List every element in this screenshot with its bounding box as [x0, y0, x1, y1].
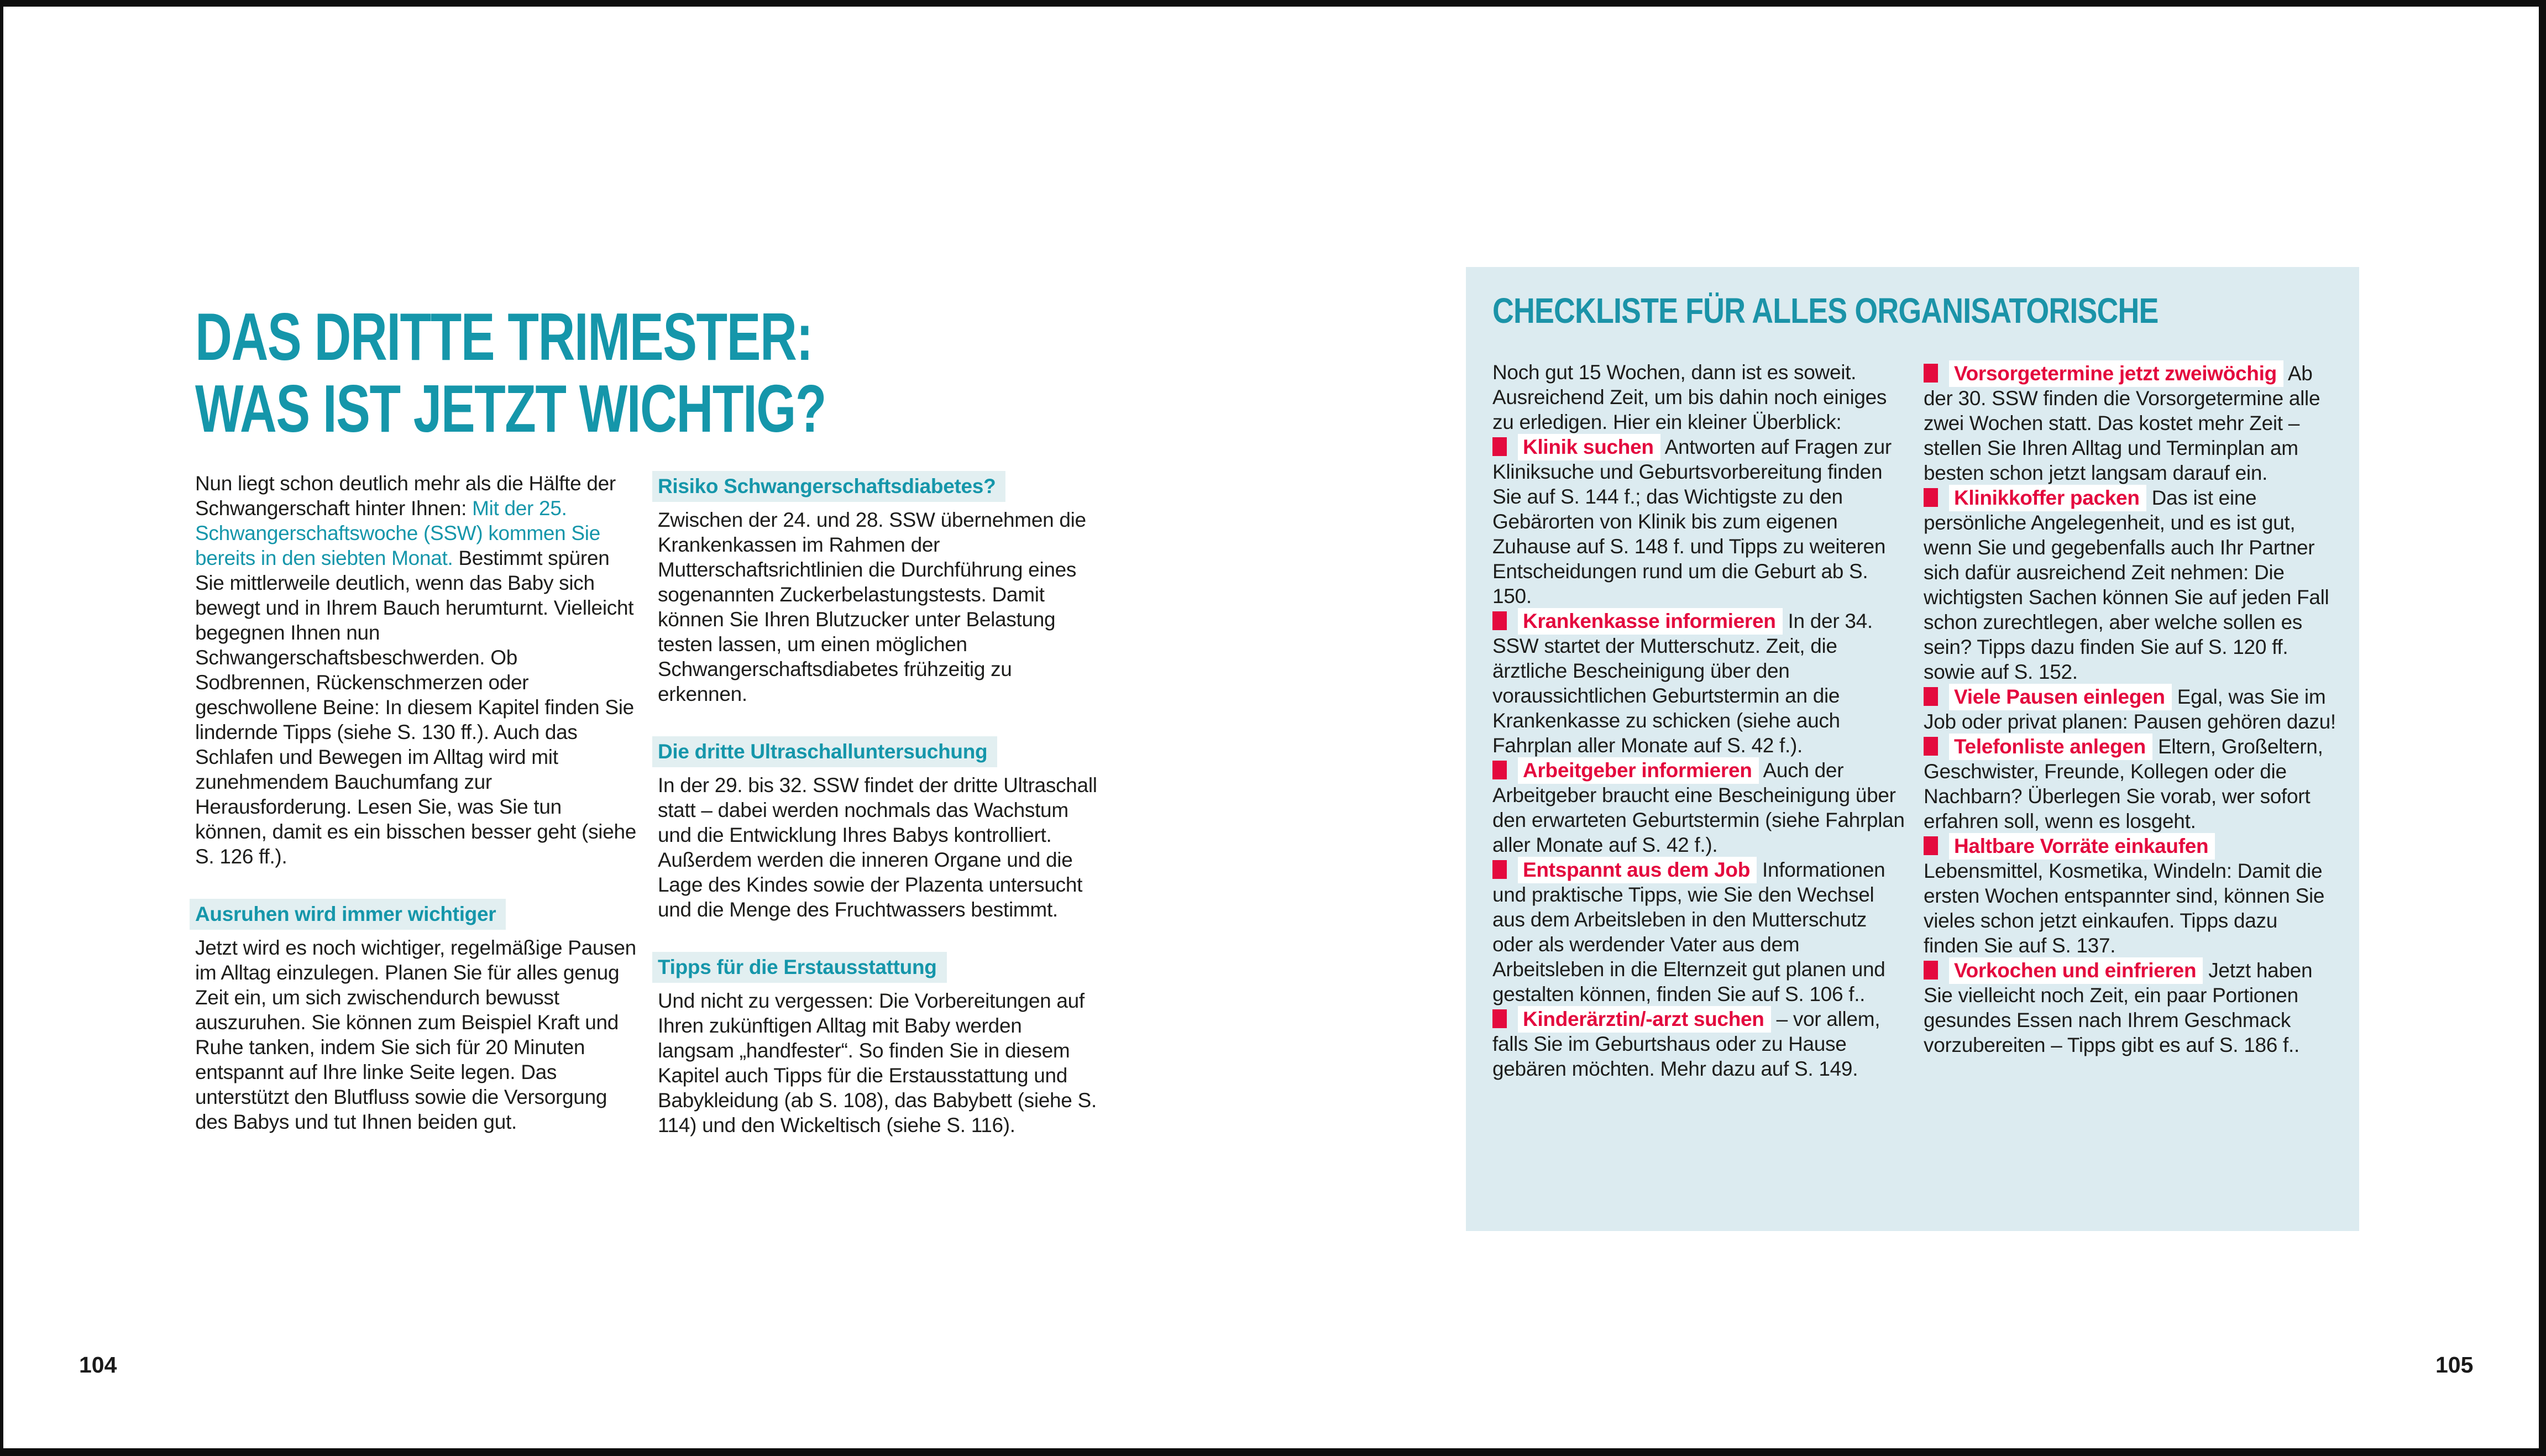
- checklist-column-2: [1924, 360, 2337, 1057]
- checklist-item-text: Auch der Arbeitgeber braucht eine Bescheinigung über den erwarteten Geburtstermin (siehe Fahrplan aller Monate auf S. 42 f.).: [1492, 759, 1905, 856]
- checklist-title: [1492, 291, 2285, 330]
- red-square-bullet-icon: [1492, 437, 1507, 456]
- checklist-item: [1924, 834, 2337, 958]
- chapter-title: [195, 298, 1025, 446]
- chapter-title-line-2: WAS IST JETZT WICHTIG?: [195, 370, 826, 446]
- checklist-item-label: Viele Pausen einlegen: [1949, 684, 2172, 710]
- checklist-item-label: Entspannt aus dem Job: [1518, 857, 1757, 883]
- section-diabetes: [658, 471, 1100, 706]
- checklist-item-label: Vorsorgetermine jetzt zweiwöchig: [1949, 360, 2283, 387]
- checklist-item-label: Telefonliste anlegen: [1949, 734, 2152, 760]
- checklist-item: [1924, 361, 2337, 485]
- checklist-item: [1492, 1007, 1908, 1081]
- checklist-item: [1924, 734, 2337, 834]
- red-square-bullet-icon: [1492, 611, 1507, 630]
- section-body: In der 29. bis 32. SSW findet der dritte Ultraschall statt – dabei werden nochmals das Wachstum und die Entwicklung Ihres Babys kontrolliert. Außerdem werden die inneren Organe und die Lage des Kindes sowie der Plazenta untersucht und die Menge des Fruchtwassers bestimmt.: [658, 774, 1097, 921]
- checklist-item-text: Lebensmittel, Kosmetika, Windeln: Damit die ersten Wochen entspannter sind, können Sie vieles schon jetzt einkaufen. Tipps dazu finden Sie auf S. 137.: [1924, 860, 2325, 957]
- section-erstausstattung: [658, 952, 1100, 1138]
- red-square-bullet-icon: [1924, 737, 1938, 756]
- intro-text-start: Nun liegt schon deutlich mehr als die Hälfte der Schwangerschaft hinter Ihnen:: [195, 472, 616, 520]
- checklist-item-text: – vor allem, falls Sie im Geburtshaus oder zu Hause gebären möchten. Mehr dazu auf S. 149.: [1492, 1008, 1880, 1080]
- section-body: Zwischen der 24. und 28. SSW übernehmen die Krankenkassen im Rahmen der Mutterschaftsrichtlinien die Durchführung eines sogenannten Zuckerbelastungstests. Damit können Sie Ihren Blutzucker unter Belastung testen lassen, um einen möglichen Schwangerschaftsdiabetes frühzeitig zu erkennen.: [658, 509, 1086, 705]
- red-square-bullet-icon: [1924, 488, 1938, 507]
- checklist-item-label: Kinderärztin/-arzt suchen: [1518, 1006, 1771, 1033]
- intro-paragraph: [195, 471, 637, 869]
- checklist-item-label: Arbeitgeber informieren: [1518, 757, 1759, 784]
- checklist-item-text: Informationen und praktische Tipps, wie Sie den Wechsel aus dem Arbeitsleben in den Mutterschutz oder als werdender Vater aus dem Arbeitsleben in die Elternzeit gut planen und gestalten können, finden Sie auf S. 106 f..: [1492, 858, 1885, 1005]
- checklist-item-label: Klinik suchen: [1518, 434, 1660, 460]
- left-page-column-2: [658, 471, 1100, 1138]
- chapter-title-line-1: DAS DRITTE TRIMESTER:: [195, 298, 813, 374]
- section-heading: Tipps für die Erstausstattung: [652, 952, 947, 983]
- checklist-item: [1924, 485, 2337, 684]
- intro-text-teal-emphasis: Mit der 25. Schwangerschaftswoche (SSW) kommen Sie bereits in den siebten Monat.: [195, 497, 600, 569]
- checklist-item-label: Haltbare Vorräte einkaufen: [1949, 833, 2215, 860]
- section-heading: Ausruhen wird immer wichtiger: [190, 899, 506, 930]
- checklist-item: [1492, 434, 1908, 609]
- checklist-item-text: Antworten auf Fragen zur Kliniksuche und Geburtsvorbereitung finden Sie auf S. 144 f.; das Wichtigste zu den Gebärorten von Klinik bis zum eigenen Zuhause auf S. 148 f. und Tipps zu weiteren Entscheidungen rund um die Geburt ab S. 150.: [1492, 436, 1892, 607]
- checklist-intro: Noch gut 15 Wochen, dann ist es soweit. Ausreichend Zeit, um bis dahin noch einiges zu erledigen. Hier ein kleiner Überblick:: [1492, 361, 1887, 433]
- section-body: Und nicht zu vergessen: Die Vorbereitungen auf Ihren zukünftigen Alltag mit Baby werden langsam „handfester“. So finden Sie in diesem Kapitel auch Tipps für die Erstausstattung und Babykleidung (ab S. 108), das Babybett (siehe S. 114) und den Wickeltisch (siehe S. 116).: [658, 989, 1097, 1136]
- checklist-item-text: Jetzt haben Sie vielleicht noch Zeit, ein paar Portionen gesundes Essen nach Ihrem Geschmack vorzubereiten – Tipps gibt es auf S. 186 f..: [1924, 959, 2313, 1056]
- checklist-item-text: Ab der 30. SSW finden die Vorsorgetermine alle zwei Wochen statt. Das kostet mehr Zeit – stellen Sie Ihren Alltag und Terminplan am besten schon jetzt langsam darauf ein.: [1924, 362, 2320, 484]
- checklist-box: [1466, 267, 2359, 1231]
- checklist-item-text: Egal, was Sie im Job oder privat planen: Pausen gehören dazu!: [1924, 685, 2336, 733]
- checklist-item: [1924, 958, 2337, 1057]
- checklist-item-text: Eltern, Großeltern, Geschwister, Freunde, Kollegen oder die Nachbarn? Überlegen Sie vorab, wer sofort erfahren soll, wenn es losgeht.: [1924, 735, 2323, 832]
- section-heading: Die dritte Ultraschalluntersuchung: [652, 736, 997, 767]
- section-heading: Risiko Schwangerschaftsdiabetes?: [652, 471, 1005, 502]
- checklist-column-1: [1492, 360, 1908, 1081]
- intro-text-end: Bestimmt spüren Sie mittlerweile deutlich, wenn das Baby sich bewegt und in Ihrem Bauch herumturnt. Vielleicht begegnen Ihnen nun Schwangerschaftsbeschwerden. Ob Sodbrennen, Rückenschmerzen oder geschwollene Beine: In diesem Kapitel finden Sie lindernde Tipps (siehe S. 130 ff.). Auch das Schlafen und Bewegen im Alltag wird mit zunehmendem Bauchumfang zur Herausforderung. Lesen Sie, was Sie tun können, damit es ein bisschen besser geht (siehe S. 126 ff.).: [195, 547, 637, 868]
- red-square-bullet-icon: [1492, 761, 1507, 779]
- checklist-item-text: Das ist eine persönliche Angelegenheit, und es ist gut, wenn Sie und gegebenfalls auch Ihr Partner sich dafür ausreichend Zeit nehmen: Die wichtigsten Sachen können Sie auf jeden Fall schon zurechtlegen, aber welche sollen es sein? Tipps dazu finden Sie auf S. 120 ff. sowie auf S. 152.: [1924, 486, 2329, 683]
- checklist-item: [1492, 609, 1908, 758]
- section-ultraschall: [658, 736, 1100, 922]
- section-ausruhen: [195, 899, 637, 1134]
- page-number-left: 104: [79, 1352, 117, 1378]
- red-square-bullet-icon: [1924, 836, 1938, 855]
- checklist-title-text: CHECKLISTE FÜR ALLES ORGANISATORISCHE: [1492, 291, 2159, 331]
- checklist-item: [1924, 684, 2337, 734]
- red-square-bullet-icon: [1924, 961, 1938, 980]
- red-square-bullet-icon: [1924, 364, 1938, 383]
- red-square-bullet-icon: [1492, 1009, 1507, 1028]
- checklist-item-label: Klinikkoffer packen: [1949, 485, 2146, 511]
- left-page-column-1: [195, 471, 637, 1134]
- checklist-item: [1492, 857, 1908, 1007]
- checklist-item-label: Krankenkasse informieren: [1518, 608, 1783, 635]
- red-square-bullet-icon: [1924, 687, 1938, 706]
- red-square-bullet-icon: [1492, 860, 1507, 879]
- checklist-item-text: In der 34. SSW startet der Mutterschutz. Zeit, die ärztliche Bescheinigung über den voraussichtlichen Geburtstermin an die Krankenkasse zu schicken (siehe auch Fahrplan aller Monate auf S. 42 f.).: [1492, 610, 1873, 757]
- page-number-right: 105: [2435, 1352, 2474, 1378]
- checklist-item: [1492, 758, 1908, 857]
- checklist-item-label: Vorkochen und einfrieren: [1949, 957, 2203, 984]
- section-body: Jetzt wird es noch wichtiger, regelmäßige Pausen im Alltag einzulegen. Planen Sie für alles genug Zeit ein, um sich zwischendurch bewusst auszuruhen. Sie können zum Beispiel Kraft und Ruhe tanken, indem Sie sich für 20 Minuten entspannt auf Ihre linke Seite legen. Das unterstützt den Blutfluss sowie die Versorgung des Babys und tut Ihnen beiden gut.: [195, 936, 636, 1133]
